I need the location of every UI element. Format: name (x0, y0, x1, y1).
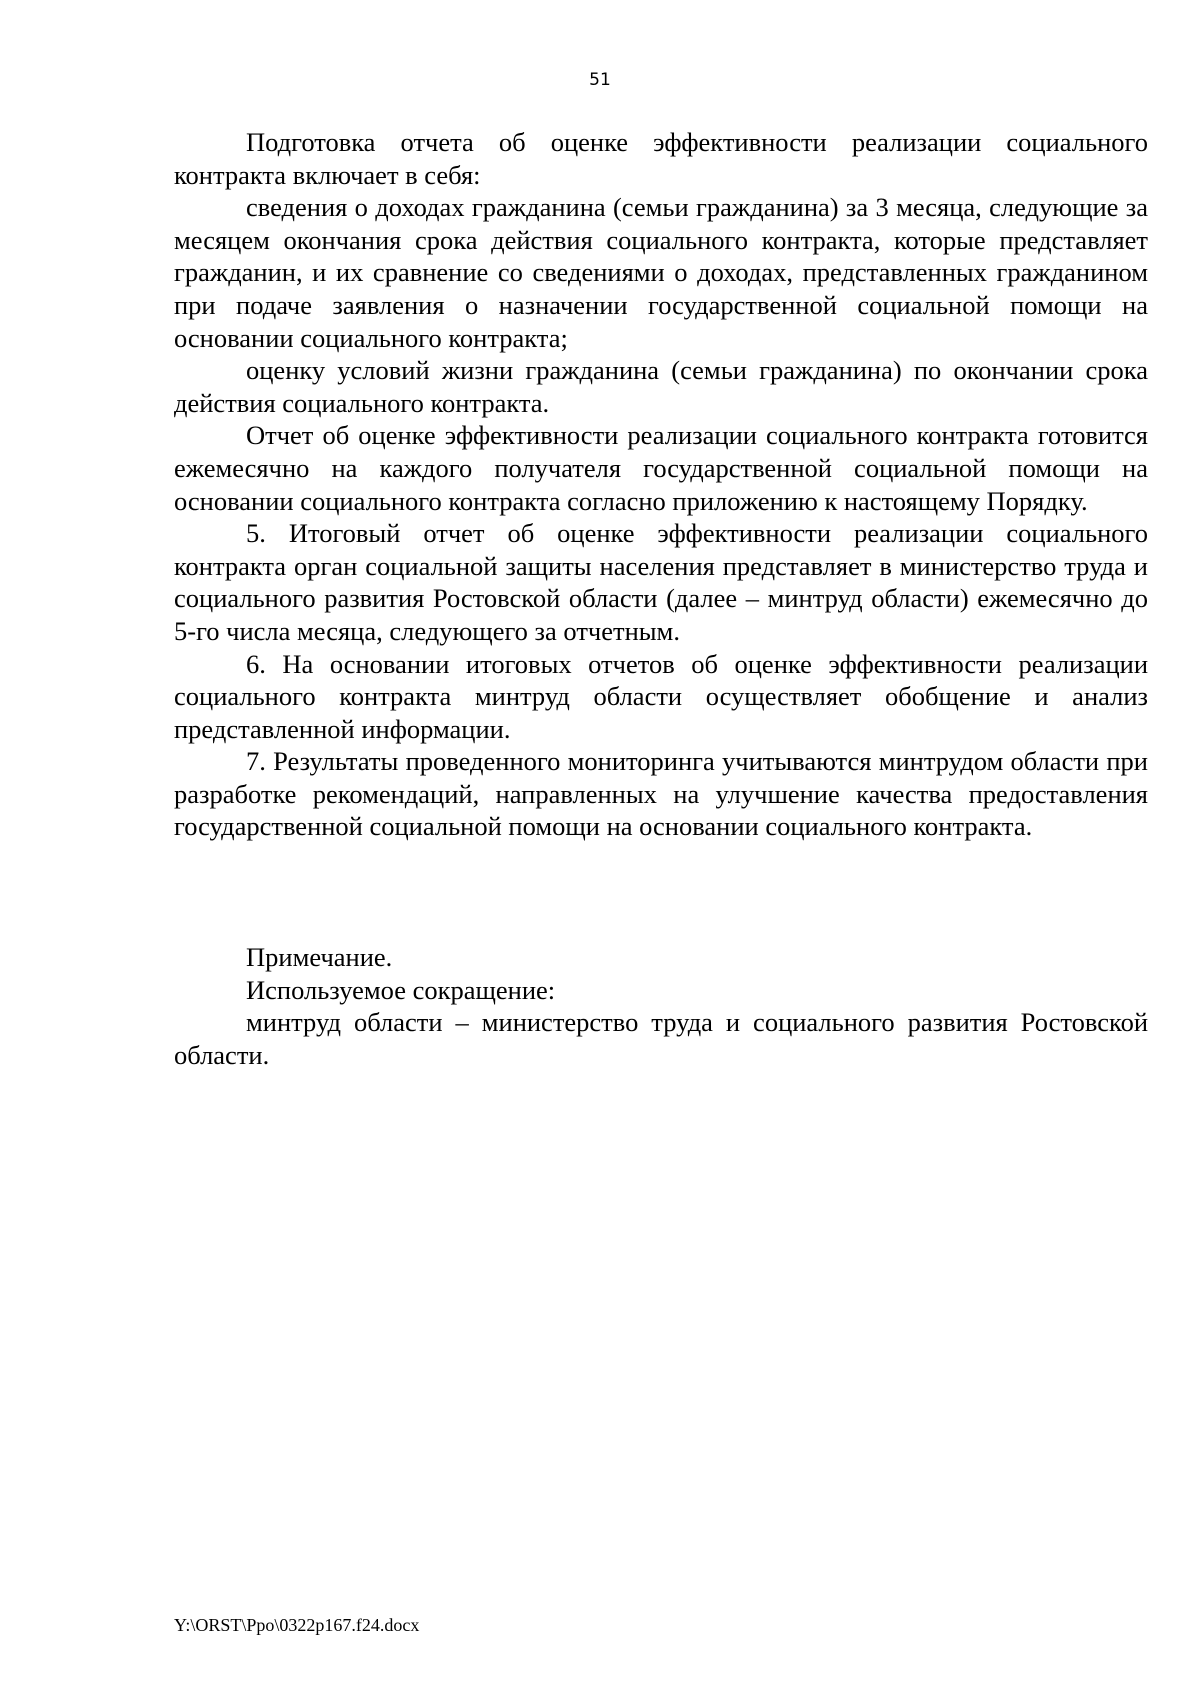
paragraph-monthly-report: Отчет об оценке эффективности реализации социального контракта готовится ежемесячно на каждого получателя государственной социальной помощи на основании социального контракта согласно приложению к настоящему Порядку. (174, 420, 1148, 516)
note-subtitle: Используемое сокращение: (246, 974, 556, 1005)
note-block (174, 941, 1148, 1071)
note-title: Примечание. (246, 942, 393, 973)
footer-file-path: Y:\ORST\Ppo\0322p167.f24.docx (174, 1615, 420, 1635)
page-number: 51 (589, 70, 611, 90)
paragraph-item-7: 7. Результаты проведенного мониторинга учитываются минтрудом области при разработке рекомендаций, направленных на улучшение качества предоставления государственной социальной помощи на основании социального контракта. (174, 746, 1148, 842)
paragraph-living-conditions: оценку условий жизни гражданина (семьи гражданина) по окончании срока действия социального контракта. (174, 355, 1148, 418)
note-text: минтруд области – министерство труда и социального развития Ростовской области. (174, 1007, 1148, 1070)
paragraph-report-preparation: Подготовка отчета об оценке эффективности реализации социального контракта включает в себя: (174, 127, 1148, 190)
paragraph-income-info: сведения о доходах гражданина (семьи гражданина) за 3 месяца, следующие за месяцем окончания срока действия социального контракта, которые представляет гражданин, и их сравнение со сведениями о доходах, представленных гражданином при подаче заявления о назначении государственной социальной помощи на основании социального контракта; (174, 192, 1148, 353)
paragraph-item-6: 6. На основании итоговых отчетов об оценке эффективности реализации социального контракта минтруд области осуществляет обобщение и анализ представленной информации. (174, 648, 1148, 744)
paragraph-item-5: 5. Итоговый отчет об оценке эффективности реализации социального контракта орган социальной защиты населения представляет в министерство труда и социального развития Ростовской области (далее – минтруд области) ежемесячно до 5-го числа месяца, следующего за отчетным. (174, 518, 1148, 646)
document-body (174, 126, 1148, 1071)
